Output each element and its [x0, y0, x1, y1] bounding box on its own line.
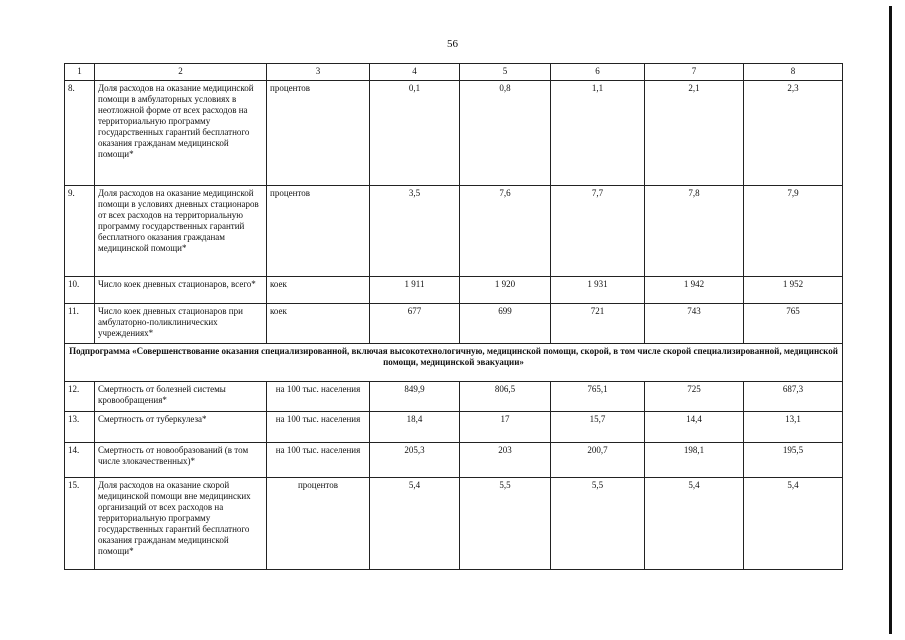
value-cell: 1 952 — [744, 277, 843, 304]
unit-cell: коек — [267, 277, 370, 304]
row-number: 14. — [65, 443, 95, 478]
header-cell: 3 — [267, 64, 370, 81]
value-cell: 743 — [645, 304, 744, 344]
value-cell: 5,4 — [744, 478, 843, 570]
table-row — [65, 443, 843, 478]
indicator-name: Доля расходов на оказание медицинской помощи в условиях дневных стационаров от всех расходов на территориальную программу государственных гарантий бесплатного оказания гражданам медицинской помощи* — [95, 186, 267, 277]
indicator-name: Доля расходов на оказание скорой медицинской помощи вне медицинских организаций от всех расходов на территориальную программу государственных гарантий бесплатного оказания гражданам медицинской помощи* — [95, 478, 267, 570]
row-number: 10. — [65, 277, 95, 304]
value-cell: 18,4 — [370, 412, 460, 443]
value-cell: 13,1 — [744, 412, 843, 443]
unit-cell: процентов — [267, 478, 370, 570]
value-cell: 1 911 — [370, 277, 460, 304]
value-cell: 765,1 — [551, 382, 645, 412]
indicators-table — [64, 63, 843, 570]
value-cell: 677 — [370, 304, 460, 344]
table-row — [65, 478, 843, 570]
row-number: 12. — [65, 382, 95, 412]
header-cell: 6 — [551, 64, 645, 81]
value-cell: 2,3 — [744, 81, 843, 186]
table-row — [65, 304, 843, 344]
table-row — [65, 382, 843, 412]
row-number: 11. — [65, 304, 95, 344]
subprogram-title: Подпрограмма «Совершенствование оказания специализированной, включая высокотехнологичную, медицинской помощи, скорой, в том числе скорой специализированной, медицинской помощи, медицинской эвакуации» — [65, 344, 843, 382]
indicator-name: Число коек дневных стационаров при амбулаторно-поликлинических учреждениях* — [95, 304, 267, 344]
row-number: 8. — [65, 81, 95, 186]
header-cell: 7 — [645, 64, 744, 81]
value-cell: 195,5 — [744, 443, 843, 478]
value-cell: 1 920 — [460, 277, 551, 304]
value-cell: 725 — [645, 382, 744, 412]
value-cell: 17 — [460, 412, 551, 443]
indicator-name: Смертность от новообразований (в том числе злокачественных)* — [95, 443, 267, 478]
value-cell: 1 931 — [551, 277, 645, 304]
scan-edge-line — [889, 6, 892, 634]
value-cell: 7,9 — [744, 186, 843, 277]
value-cell: 1,1 — [551, 81, 645, 186]
value-cell: 7,8 — [645, 186, 744, 277]
header-row — [65, 64, 843, 81]
value-cell: 15,7 — [551, 412, 645, 443]
value-cell: 14,4 — [645, 412, 744, 443]
value-cell: 721 — [551, 304, 645, 344]
value-cell: 849,9 — [370, 382, 460, 412]
value-cell: 203 — [460, 443, 551, 478]
page-number: 56 — [447, 38, 458, 50]
unit-cell: на 100 тыс. населения — [267, 443, 370, 478]
value-cell: 3,5 — [370, 186, 460, 277]
value-cell: 5,5 — [460, 478, 551, 570]
value-cell: 2,1 — [645, 81, 744, 186]
table-row — [65, 186, 843, 277]
unit-cell: процентов — [267, 81, 370, 186]
header-cell: 8 — [744, 64, 843, 81]
indicator-name: Смертность от туберкулеза* — [95, 412, 267, 443]
value-cell: 205,3 — [370, 443, 460, 478]
indicator-name: Число коек дневных стационаров, всего* — [95, 277, 267, 304]
table-row — [65, 81, 843, 186]
unit-cell: процентов — [267, 186, 370, 277]
row-number: 9. — [65, 186, 95, 277]
header-cell: 4 — [370, 64, 460, 81]
value-cell: 198,1 — [645, 443, 744, 478]
value-cell: 5,5 — [551, 478, 645, 570]
value-cell: 699 — [460, 304, 551, 344]
value-cell: 7,6 — [460, 186, 551, 277]
indicator-name: Доля расходов на оказание медицинской помощи в амбулаторных условиях в неотложной форме от всех расходов на территориальную программу государственных гарантий бесплатного оказания гражданам медицинской помощи* — [95, 81, 267, 186]
header-cell: 1 — [65, 64, 95, 81]
value-cell: 687,3 — [744, 382, 843, 412]
value-cell: 7,7 — [551, 186, 645, 277]
value-cell: 765 — [744, 304, 843, 344]
section-row — [65, 344, 843, 382]
value-cell: 200,7 — [551, 443, 645, 478]
value-cell: 5,4 — [370, 478, 460, 570]
value-cell: 0,8 — [460, 81, 551, 186]
indicator-name: Смертность от болезней системы кровообращения* — [95, 382, 267, 412]
table-row — [65, 412, 843, 443]
value-cell: 1 942 — [645, 277, 744, 304]
unit-cell: на 100 тыс. населения — [267, 382, 370, 412]
header-cell: 2 — [95, 64, 267, 81]
value-cell: 0,1 — [370, 81, 460, 186]
row-number: 15. — [65, 478, 95, 570]
header-cell: 5 — [460, 64, 551, 81]
row-number: 13. — [65, 412, 95, 443]
table-row — [65, 277, 843, 304]
value-cell: 806,5 — [460, 382, 551, 412]
unit-cell: коек — [267, 304, 370, 344]
unit-cell: на 100 тыс. населения — [267, 412, 370, 443]
value-cell: 5,4 — [645, 478, 744, 570]
